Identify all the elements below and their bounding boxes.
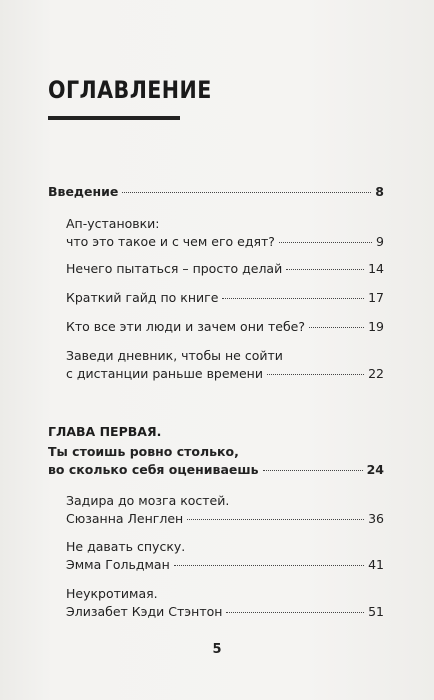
dot-leader (222, 298, 364, 299)
toc-entry-title-line1: Задира до мозга костей. (66, 493, 230, 508)
dot-leader (122, 192, 371, 193)
chapter-label: ГЛАВА ПЕРВАЯ. (48, 424, 162, 439)
dot-leader (267, 374, 364, 375)
dot-leader (187, 519, 364, 520)
toc-page-number: 17 (368, 290, 384, 305)
toc-page-number: 41 (368, 557, 384, 572)
toc-entry-title-line2: с дистанции раньше времени (66, 366, 263, 381)
toc-entry-title: Введение (48, 184, 119, 199)
toc-entry-lenglen[interactable] (66, 492, 384, 528)
page-number: 5 (212, 642, 222, 657)
heading-underline (48, 116, 180, 120)
dot-leader (309, 327, 364, 328)
toc-page-number: 36 (368, 511, 384, 526)
toc-entry-who-are-they[interactable] (66, 318, 384, 336)
toc-entry-title-line1: Ап-установки: (66, 216, 160, 231)
toc-entry-diary[interactable] (66, 347, 384, 383)
toc-page-number: 8 (375, 184, 384, 199)
toc-page-number: 9 (376, 234, 384, 249)
toc-entry-chapter-1[interactable] (48, 443, 384, 479)
toc-entry-stanton[interactable] (66, 585, 384, 621)
toc-page-number: 51 (368, 604, 384, 619)
toc-page-number: 24 (366, 462, 384, 477)
dot-leader (174, 565, 364, 566)
toc-page-number: 14 (368, 261, 384, 276)
toc-entry-title-line1: Не давать спуску. (66, 539, 186, 554)
toc-page-number: 22 (368, 366, 384, 381)
toc-entry-title-line2: что это такое и с чем его едят? (66, 234, 275, 249)
toc-entry-title-line1: Неукротимая. (66, 586, 158, 601)
toc-page-number: 19 (368, 319, 384, 334)
dot-leader (286, 269, 364, 270)
chapter-title-line2: во сколько себя оцениваешь (48, 462, 259, 477)
toc-entry-guide[interactable] (66, 289, 384, 307)
toc-entry-title-line2: Сюзанна Ленглен (66, 511, 184, 526)
toc-entry-up-settings[interactable] (66, 215, 384, 251)
toc-entry-title-line2: Элизабет Кэди Стэнтон (66, 604, 223, 619)
toc-entry-title: Кто все эти люди и зачем они тебе? (66, 319, 305, 334)
dot-leader (279, 242, 372, 243)
toc-entry-goldman[interactable] (66, 538, 384, 574)
toc-entry-title: Краткий гайд по книге (66, 290, 219, 305)
toc-entry-title-line1: Заведи дневник, чтобы не сойти (66, 348, 283, 363)
toc-heading: ОГЛАВЛЕНИЕ (48, 76, 212, 104)
dot-leader (263, 470, 363, 471)
toc-entry-intro[interactable] (48, 183, 384, 201)
dot-leader (226, 612, 364, 613)
toc-entry-title-line2: Эмма Гольдман (66, 557, 170, 572)
toc-entry-just-do[interactable] (66, 260, 384, 278)
toc-entry-title: Нечего пытаться – просто делай (66, 261, 283, 276)
chapter-title-line1: Ты стоишь ровно столько, (48, 444, 239, 459)
